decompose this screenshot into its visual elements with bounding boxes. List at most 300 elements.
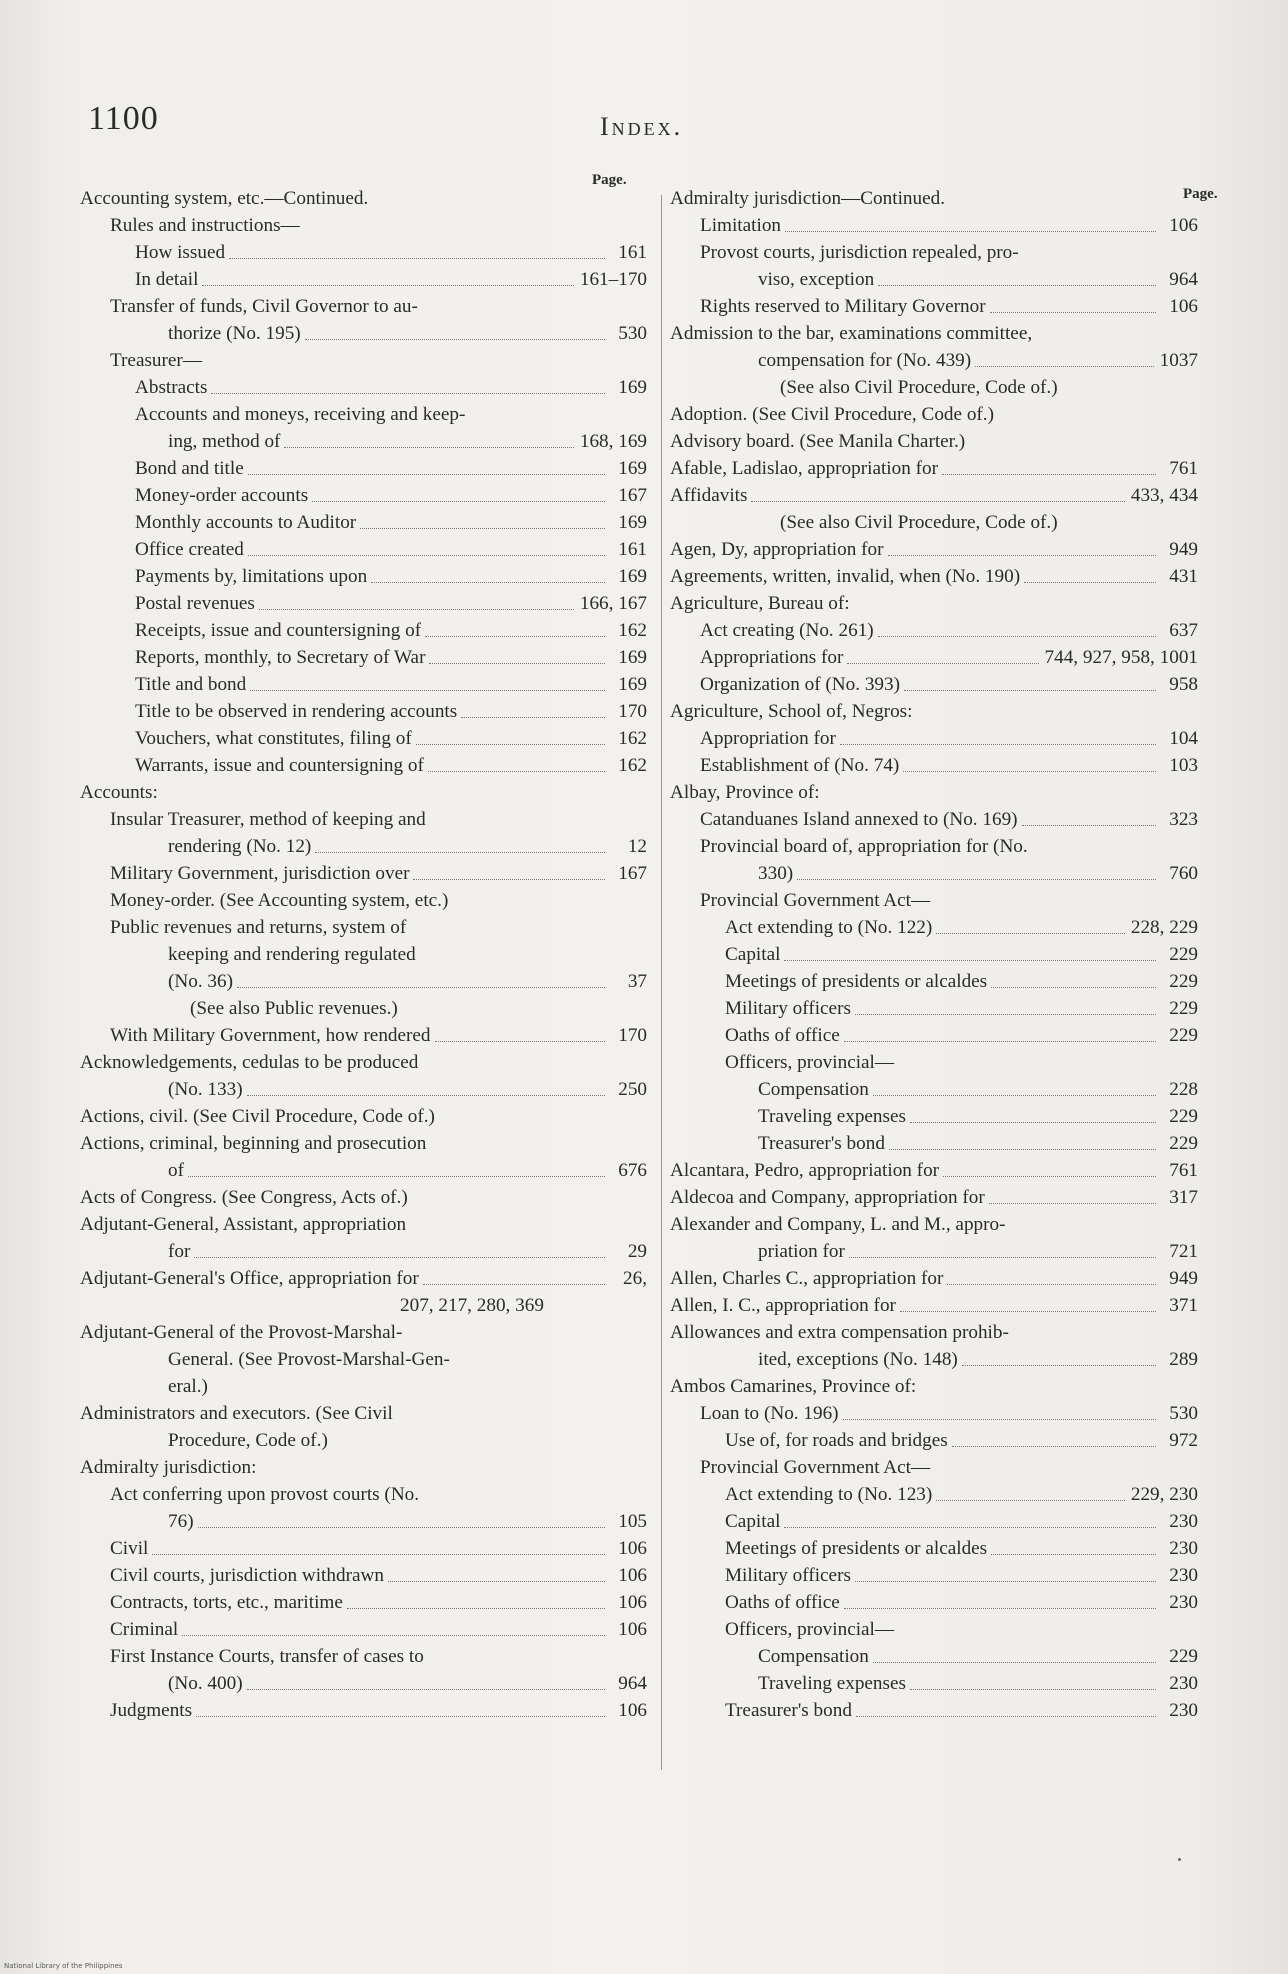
index-entry-text: How issued — [135, 242, 226, 263]
index-entry-text: Military officers — [725, 998, 851, 1019]
index-entry-page: 37 — [627, 971, 647, 992]
index-entry-text: General. (See Provost-Marshal-Gen- — [168, 1349, 450, 1370]
index-entry-text: Agriculture, Bureau of: — [670, 593, 850, 614]
index-entry-text: Actions, civil. (See Civil Procedure, Code of.) — [80, 1106, 435, 1127]
index-entry-text: Meetings of presidents or alcaldes — [725, 971, 988, 992]
index-entry-page: 1037 — [1159, 350, 1198, 371]
index-entry-text: Provincial Government Act— — [700, 1457, 931, 1478]
index-entry-text: Civil courts, jurisdiction withdrawn — [110, 1565, 384, 1586]
index-entry — [670, 914, 1198, 941]
index-entry-text: Allen, Charles C., appropriation for — [670, 1268, 944, 1289]
index-entry-page: 170 — [618, 1025, 647, 1046]
index-entry — [80, 617, 647, 644]
dot-leader — [847, 663, 1038, 664]
index-entry-text: Admission to the bar, examinations committee, — [670, 323, 1033, 344]
index-entry — [670, 1238, 1198, 1265]
dot-leader — [751, 501, 1124, 502]
index-entry-text: ited, exceptions (No. 148) — [758, 1349, 958, 1370]
index-entry-text: Compensation — [758, 1079, 869, 1100]
dot-leader — [423, 1284, 605, 1285]
index-entry — [80, 509, 647, 536]
index-entry — [80, 1400, 647, 1427]
index-entry — [670, 995, 1198, 1022]
index-entry — [80, 239, 647, 266]
index-entry-text: Rules and instructions— — [110, 215, 300, 236]
dot-leader — [461, 717, 605, 718]
page-number: 1100 — [88, 100, 159, 137]
index-entry — [80, 455, 647, 482]
index-entry — [80, 914, 647, 941]
dot-leader — [1024, 582, 1156, 583]
index-entry-text: Establishment of (No. 74) — [700, 755, 900, 776]
index-entry-page: 169 — [618, 512, 647, 533]
index-entry-text: Insular Treasurer, method of keeping and — [110, 809, 426, 830]
index-entry-page: 964 — [1169, 269, 1198, 290]
index-entry — [80, 482, 647, 509]
index-entry — [670, 1292, 1198, 1319]
index-entry-page: 162 — [618, 755, 647, 776]
index-entry — [670, 590, 1198, 617]
index-entry-page: 230 — [1169, 1511, 1198, 1532]
dot-leader — [878, 285, 1156, 286]
index-entry-text: Military officers — [725, 1565, 851, 1586]
index-entry-text: Warrants, issue and countersigning of — [135, 755, 424, 776]
index-entry-page: 167 — [618, 863, 647, 884]
index-entry-text: Provincial Government Act— — [700, 890, 931, 911]
index-entry-page: 105 — [618, 1511, 647, 1532]
index-entry-page: 964 — [618, 1673, 647, 1694]
index-entry-page: 229 — [1169, 1025, 1198, 1046]
index-entry — [670, 320, 1198, 347]
index-entry-text: Officers, provincial— — [725, 1619, 895, 1640]
index-entry-text: Procedure, Code of.) — [168, 1430, 328, 1451]
index-entry-text: Appropriation for — [700, 728, 836, 749]
dot-leader — [284, 447, 573, 448]
index-entry — [670, 941, 1198, 968]
index-entry — [670, 347, 1198, 374]
dot-leader — [198, 1527, 605, 1528]
index-entry — [80, 374, 647, 401]
index-entry-text: Act creating (No. 261) — [700, 620, 874, 641]
index-entry — [80, 1697, 647, 1724]
index-entry-page: 433, 434 — [1130, 485, 1198, 506]
index-entry-page: 229 — [1169, 998, 1198, 1019]
index-entry-text: Admiralty jurisdiction—Continued. — [670, 188, 945, 209]
index-entry-text: Acknowledgements, cedulas to be produced — [80, 1052, 419, 1073]
index-entry-text: ing, method of — [168, 431, 281, 452]
index-entry — [80, 1157, 647, 1184]
index-entry-text: Public revenues and returns, system of — [110, 917, 407, 938]
index-entry-text: thorize (No. 195) — [168, 323, 301, 344]
dot-leader — [900, 1311, 1156, 1312]
dot-leader — [889, 1149, 1156, 1150]
index-entry-page: 161 — [618, 242, 647, 263]
index-entry-text: (No. 133) — [168, 1079, 243, 1100]
index-entry — [80, 1049, 647, 1076]
index-entry-page: 637 — [1169, 620, 1198, 641]
index-entry-page: 161 — [618, 539, 647, 560]
index-entry-text: Accounts and moneys, receiving and keep- — [135, 404, 466, 425]
index-entry-page: 230 — [1169, 1538, 1198, 1559]
index-entry — [670, 1049, 1198, 1076]
index-entry — [670, 1211, 1198, 1238]
index-entry-text: Rights reserved to Military Governor — [700, 296, 986, 317]
index-entry — [670, 509, 1198, 536]
index-entry-text: of — [168, 1160, 184, 1181]
index-entry-text: Capital — [725, 944, 781, 965]
index-entry — [670, 1589, 1198, 1616]
index-entry — [80, 1670, 647, 1697]
index-entry-text: compensation for (No. 439) — [758, 350, 972, 371]
dot-leader — [888, 555, 1157, 556]
index-entry — [80, 833, 647, 860]
index-entry — [80, 1535, 647, 1562]
index-entry — [670, 1319, 1198, 1346]
index-entry-text: Alcantara, Pedro, appropriation for — [670, 1160, 940, 1181]
index-entry-page: 958 — [1169, 674, 1198, 695]
index-entry-page: 230 — [1169, 1592, 1198, 1613]
index-entry-page: 744, 927, 958, 1001 — [1044, 647, 1198, 668]
index-entry-text: Oaths of office — [725, 1592, 840, 1613]
index-entry — [80, 347, 647, 374]
dot-leader — [991, 987, 1156, 988]
dot-leader — [416, 744, 605, 745]
index-entry-page: 106 — [618, 1700, 647, 1721]
dot-leader — [1022, 825, 1156, 826]
index-entry-text: Adjutant-General's Office, appropriation for — [80, 1268, 419, 1289]
index-entry-text: Organization of (No. 393) — [700, 674, 900, 695]
index-entry — [80, 590, 647, 617]
dot-leader — [347, 1608, 605, 1609]
index-entry — [80, 266, 647, 293]
dot-leader — [873, 1095, 1156, 1096]
index-entry — [670, 725, 1198, 752]
index-entry-page: 761 — [1169, 458, 1198, 479]
index-entry — [670, 1670, 1198, 1697]
index-entry — [80, 806, 647, 833]
index-entry-text: Alexander and Company, L. and M., appro- — [670, 1214, 1006, 1235]
index-entry-text: Traveling expenses — [758, 1106, 906, 1127]
index-entry-page: 676 — [618, 1160, 647, 1181]
dot-leader — [247, 1689, 605, 1690]
index-entry — [670, 1508, 1198, 1535]
index-entry — [80, 320, 647, 347]
index-entry-text: Capital — [725, 1511, 781, 1532]
index-entry-page: 250 — [618, 1079, 647, 1100]
index-entry-page: 169 — [618, 647, 647, 668]
index-entry — [80, 1022, 647, 1049]
dot-leader — [784, 960, 1156, 961]
index-entry-text: Receipts, issue and countersigning of — [135, 620, 422, 641]
index-entry-page: 162 — [618, 620, 647, 641]
index-entry-page: 12 — [627, 836, 647, 857]
index-entry-text: Treasurer's bond — [725, 1700, 852, 1721]
dot-leader — [989, 1203, 1156, 1204]
index-entry — [670, 833, 1198, 860]
index-entry — [80, 968, 647, 995]
dot-leader — [305, 339, 605, 340]
index-entry-text: (See also Civil Procedure, Code of.) — [780, 512, 1058, 533]
index-entry-text: Title to be observed in rendering accounts — [135, 701, 458, 722]
index-entry-page: 229 — [1169, 1106, 1198, 1127]
dot-leader — [910, 1122, 1156, 1123]
index-entry-page: 162 — [618, 728, 647, 749]
index-entry-text: Use of, for roads and bridges — [725, 1430, 948, 1451]
index-entry-text: Reports, monthly, to Secretary of War — [135, 647, 426, 668]
index-entry-text: Transfer of funds, Civil Governor to au- — [110, 296, 418, 317]
dot-leader — [856, 1716, 1156, 1717]
index-entry — [670, 428, 1198, 455]
index-entry — [80, 185, 647, 212]
index-entry-page: 169 — [618, 377, 647, 398]
index-entry-text: Judgments — [110, 1700, 193, 1721]
index-entry — [80, 1643, 647, 1670]
right-index-column — [670, 185, 1198, 1724]
index-entry-text: Affidavits — [670, 485, 748, 506]
index-entry — [670, 617, 1198, 644]
index-entry — [670, 1643, 1198, 1670]
index-entry-text: (No. 36) — [168, 971, 234, 992]
dot-leader — [855, 1581, 1156, 1582]
index-entry-page: 530 — [618, 323, 647, 344]
index-entry-page: 230 — [1169, 1673, 1198, 1694]
index-entry-page: 229 — [1169, 971, 1198, 992]
index-entry — [670, 266, 1198, 293]
index-entry — [80, 1562, 647, 1589]
index-entry — [670, 1346, 1198, 1373]
index-entry-text: Albay, Province of: — [670, 782, 820, 803]
index-entry — [80, 563, 647, 590]
index-entry — [80, 1130, 647, 1157]
index-entry-text: In detail — [135, 269, 199, 290]
index-entry-text: Traveling expenses — [758, 1673, 906, 1694]
index-entry — [80, 1589, 647, 1616]
index-entry-page: 229, 230 — [1130, 1484, 1198, 1505]
index-entry-page: 761 — [1169, 1160, 1198, 1181]
index-entry-text: Adjutant-General, Assistant, appropriation — [80, 1214, 407, 1235]
index-entry — [670, 482, 1198, 509]
index-entry-text: Meetings of presidents or alcaldes — [725, 1538, 988, 1559]
index-entry-page: 170 — [618, 701, 647, 722]
index-entry — [670, 293, 1198, 320]
index-entry-text: eral.) — [168, 1376, 208, 1397]
index-entry — [80, 725, 647, 752]
index-entry-page: 106 — [1169, 215, 1198, 236]
index-entry-text: Adoption. (See Civil Procedure, Code of.) — [670, 404, 994, 425]
dot-leader — [312, 501, 605, 502]
index-entry — [670, 698, 1198, 725]
index-entry-text: Accounting system, etc.—Continued. — [80, 188, 369, 209]
index-entry-page: 106 — [618, 1565, 647, 1586]
index-entry-text: Act extending to (No. 122) — [725, 917, 933, 938]
index-entry-text: Aldecoa and Company, appropriation for — [670, 1187, 985, 1208]
index-entry-text: 76) — [168, 1511, 194, 1532]
index-entry — [670, 752, 1198, 779]
index-entry — [670, 1157, 1198, 1184]
left-index-column — [80, 185, 647, 1724]
index-entry-text: Afable, Ladislao, appropriation for — [670, 458, 938, 479]
index-entry-page: 106 — [618, 1592, 647, 1613]
index-entry-page: 289 — [1169, 1349, 1198, 1370]
dot-leader — [878, 636, 1156, 637]
index-entry-text: Treasurer's bond — [758, 1133, 885, 1154]
index-entry — [80, 860, 647, 887]
dot-leader — [844, 1608, 1156, 1609]
index-entry — [670, 563, 1198, 590]
index-entry-page: 169 — [618, 458, 647, 479]
index-entry-page: 229 — [1169, 1133, 1198, 1154]
index-entry-page: 106 — [618, 1619, 647, 1640]
index-entry-text: Actions, criminal, beginning and prosecution — [80, 1133, 427, 1154]
index-entry-page: 972 — [1169, 1430, 1198, 1451]
index-entry-text: Office created — [135, 539, 244, 560]
dot-leader — [844, 1041, 1156, 1042]
index-entry-text: Act conferring upon provost courts (No. — [110, 1484, 420, 1505]
dot-leader — [237, 987, 605, 988]
index-entry-text: Civil — [110, 1538, 149, 1559]
dot-leader — [429, 663, 605, 664]
index-entry — [670, 536, 1198, 563]
dot-leader — [855, 1014, 1156, 1015]
dot-leader — [840, 744, 1156, 745]
dot-leader — [259, 609, 574, 610]
index-entry-text: Vouchers, what constitutes, filing of — [135, 728, 412, 749]
dot-leader — [975, 366, 1153, 367]
index-entry-page: 161–170 — [579, 269, 647, 290]
index-entry-text: Limitation — [700, 215, 782, 236]
index-entry-text: (See also Civil Procedure, Code of.) — [780, 377, 1058, 398]
index-entry — [670, 1427, 1198, 1454]
index-entry-text: Military Government, jurisdiction over — [110, 863, 410, 884]
index-entry — [670, 1400, 1198, 1427]
dot-leader — [873, 1662, 1156, 1663]
index-entry-text: priation for — [758, 1241, 845, 1262]
index-entry — [80, 1184, 647, 1211]
index-entry-page: 230 — [1169, 1565, 1198, 1586]
dot-leader — [194, 1257, 605, 1258]
dot-leader — [248, 474, 605, 475]
index-entry-page: 949 — [1169, 539, 1198, 560]
index-entry — [80, 1427, 647, 1454]
index-entry — [670, 1184, 1198, 1211]
index-entry-text: Agriculture, School of, Negros: — [670, 701, 913, 722]
index-entry-text: Title and bond — [135, 674, 247, 695]
index-entry-text: With Military Government, how rendered — [110, 1025, 431, 1046]
index-entry — [670, 779, 1198, 806]
index-entry — [670, 968, 1198, 995]
index-entry-text: First Instance Courts, transfer of cases to — [110, 1646, 424, 1667]
index-entry — [80, 644, 647, 671]
index-entry — [670, 455, 1198, 482]
index-entry-text: Compensation — [758, 1646, 869, 1667]
dot-leader — [936, 933, 1125, 934]
dot-leader — [202, 285, 573, 286]
index-entry-page: 230 — [1169, 1700, 1198, 1721]
index-entry-text: viso, exception — [758, 269, 875, 290]
index-entry-page: 104 — [1169, 728, 1198, 749]
index-entry — [80, 779, 647, 806]
index-entry — [670, 671, 1198, 698]
dot-leader — [991, 1554, 1156, 1555]
index-entry — [670, 1130, 1198, 1157]
dot-leader — [248, 555, 605, 556]
index-entry — [80, 1292, 647, 1319]
index-entry-text: Adjutant-General of the Provost-Marshal- — [80, 1322, 403, 1343]
index-entry-text: 207, 217, 280, 369 — [400, 1295, 544, 1316]
index-entry-page: 949 — [1169, 1268, 1198, 1289]
index-entry — [670, 1697, 1198, 1724]
index-entry — [80, 401, 647, 428]
index-entry-text: Allowances and extra compensation prohib- — [670, 1322, 1009, 1343]
index-entry-page: 166, 167 — [579, 593, 647, 614]
index-entry-text: Allen, I. C., appropriation for — [670, 1295, 896, 1316]
right-page-label: Page. — [1183, 186, 1218, 202]
index-entry — [80, 1238, 647, 1265]
index-entry — [670, 401, 1198, 428]
scan-footer: National Library of the Philippines — [4, 1962, 123, 1970]
index-entry-page: 371 — [1169, 1295, 1198, 1316]
index-entry-page: 229 — [1169, 1646, 1198, 1667]
index-entry — [670, 860, 1198, 887]
index-entry-text: Money-order. (See Accounting system, etc.) — [110, 890, 449, 911]
index-entry — [80, 1373, 647, 1400]
dot-leader — [947, 1284, 1156, 1285]
dot-leader — [936, 1500, 1125, 1501]
index-entry-page: 167 — [618, 485, 647, 506]
index-entry — [80, 887, 647, 914]
dot-leader — [188, 1176, 605, 1177]
index-entry — [80, 428, 647, 455]
index-entry — [670, 212, 1198, 239]
dot-leader — [952, 1446, 1156, 1447]
index-entry — [80, 1103, 647, 1130]
index-entry-text: Criminal — [110, 1619, 179, 1640]
index-entry-page: 228 — [1169, 1079, 1198, 1100]
dot-leader — [785, 231, 1156, 232]
dot-leader — [942, 474, 1156, 475]
dot-leader — [413, 879, 605, 880]
index-entry — [80, 1454, 647, 1481]
dot-leader — [990, 312, 1156, 313]
index-entry — [670, 806, 1198, 833]
index-entry — [80, 995, 647, 1022]
dot-leader — [196, 1716, 605, 1717]
dot-leader — [152, 1554, 605, 1555]
index-entry-page: 317 — [1169, 1187, 1198, 1208]
dot-leader — [360, 528, 605, 529]
dot-leader — [904, 690, 1156, 691]
index-entry — [80, 698, 647, 725]
dot-leader — [211, 393, 605, 394]
index-entry-text: Advisory board. (See Manila Charter.) — [670, 431, 966, 452]
index-entry-text: Contracts, torts, etc., maritime — [110, 1592, 343, 1613]
index-entry-text: Appropriations for — [700, 647, 844, 668]
index-entry-text: Agen, Dy, appropriation for — [670, 539, 884, 560]
dot-leader — [182, 1635, 605, 1636]
index-entry — [670, 1265, 1198, 1292]
column-divider — [661, 195, 662, 1770]
index-entry-page: 103 — [1169, 755, 1198, 776]
index-entry-page: 168, 169 — [579, 431, 647, 452]
index-entry — [670, 1481, 1198, 1508]
dot-leader — [315, 852, 605, 853]
dot-leader — [843, 1419, 1156, 1420]
index-entry-page: 26, — [623, 1268, 647, 1289]
dot-leader — [229, 258, 605, 259]
index-entry — [670, 644, 1198, 671]
index-entry — [80, 1616, 647, 1643]
index-entry-text: Acts of Congress. (See Congress, Acts of.) — [80, 1187, 408, 1208]
